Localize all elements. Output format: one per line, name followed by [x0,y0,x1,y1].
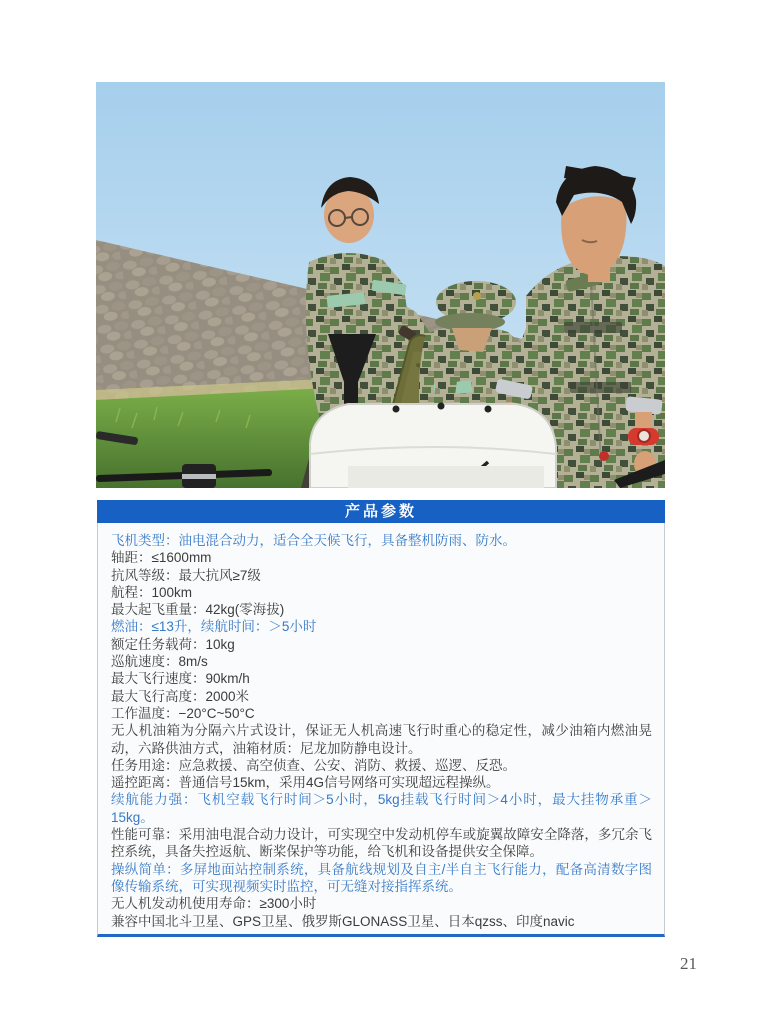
parameter-line: 性能可靠：采用油电混合动力设计，可实现空中发动机停车或旋翼故障安全降落，多冗余飞控系统，具备失控返航、断桨保护等功能，给飞机和设备提供安全保障。 [111,827,652,860]
parameter-line: 航程：100km [111,584,193,600]
parameter-line: 飞机类型：油电混合动力，适合全天候飞行，具备整机防雨、防水。 [111,533,516,548]
parameter-line: 操纵简单：多屏地面站控制系统，具备航线规划及自主/半自主飞行能力，配备高清数字图像传输系统，可实现视频实时监控，可无缝对接指挥系统。 [111,861,652,894]
parameter-line: 工作温度：−20°C~50°C [111,705,255,721]
parameter-line: 额定任务载荷：10kg [111,636,235,652]
parameter-line: 兼容中国北斗卫星、GPS卫星、俄罗斯GLONASS卫星、日本qzss、印度navic [111,913,575,929]
parameters-title: 产品参数 [97,500,665,523]
page-number: 21 [680,954,697,973]
parameter-line: 最大飞行高度：2000米 [111,688,250,704]
parameters-panel [97,500,665,937]
parameter-line: 无人机发动机使用寿命：≥300小时 [111,896,317,912]
parameter-line: 轴距：≤1600mm [111,550,212,566]
parameter-line: 巡航速度：8m/s [111,654,208,670]
parameter-line: 续航能力强：飞机空载飞行时间＞5小时，5kg挂载飞行时间＞4小时，最大挂物承重＞15kg。 [111,792,652,825]
parameter-line: 最大飞行速度：90km/h [111,671,250,687]
parameter-line: 抗风等级：最大抗风≥7级 [111,567,261,583]
parameter-line: 最大起飞重量：42kg(零海拔) [111,602,285,618]
parameter-line: 任务用途：应急救援、高空侦查、公安、消防、救援、巡逻、反恐。 [111,757,516,773]
parameter-line: 遥控距离：普通信号15km，采用4G信号网络可实现超远程操纵。 [111,775,500,791]
photo-illustration [96,82,665,488]
parameter-line: 无人机油箱为分隔六片式设计，保证无人机高速飞行时重心的稳定性，减少油箱内燃油晃动，六路供油方式，油箱材质：尼龙加防静电设计。 [111,723,652,756]
parameter-list [97,523,665,937]
red-watch [628,428,659,445]
parameter-line: 燃油：≤13升，续航时间：＞5小时 [111,619,317,635]
product-photo [96,82,665,488]
